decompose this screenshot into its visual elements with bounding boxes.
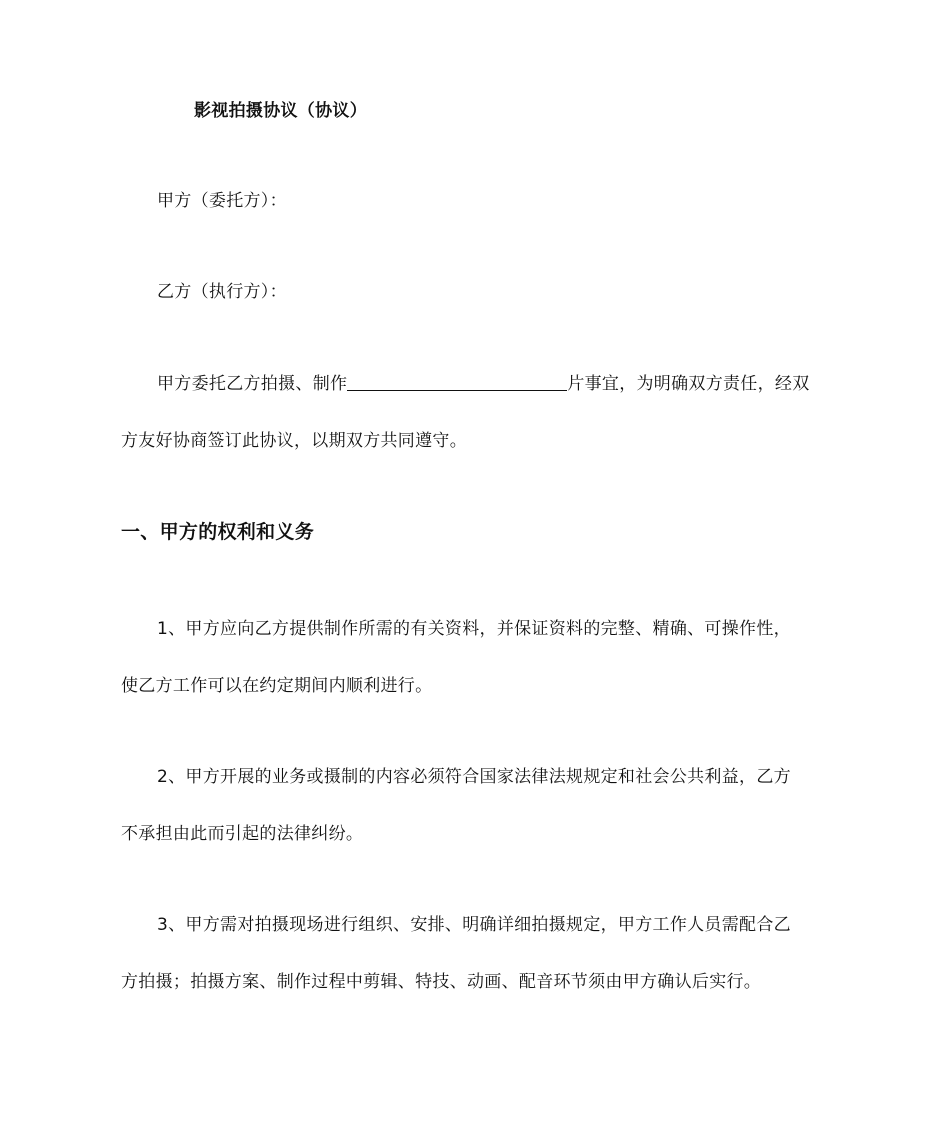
clause-3-line-1: 3、甲方需对拍摄现场进行组织、安排、明确详细拍摄规定，甲方工作人员需配合乙 <box>157 915 791 935</box>
clause-2-line-2: 不承担由此而引起的法律纠纷。 <box>121 824 364 844</box>
intro-line-1 <box>157 372 810 396</box>
clause-1-line-1: 1、甲方应向乙方提供制作所需的有关资料，并保证资料的完整、精确、可操作性， <box>157 619 791 639</box>
clause-2-line-1: 2、甲方开展的业务或摄制的内容必须符合国家法律法规规定和社会公共利益，乙方 <box>157 767 791 787</box>
party-a-label: 甲方（委托方）： <box>157 191 287 211</box>
intro-text-before-blank: 甲方委托乙方拍摄、制作 <box>157 374 348 394</box>
fill-in-blank <box>347 373 567 391</box>
clause-1-line-2: 使乙方工作可以在约定期间内顺利进行。 <box>121 676 433 696</box>
intro-line-2: 方友好协商签订此协议，以期双方共同遵守。 <box>121 431 467 451</box>
section-1-heading: 一、甲方的权利和义务 <box>121 521 315 543</box>
intro-text-after-blank: 片事宜，为明确双方责任，经双 <box>567 374 810 394</box>
clause-3-line-2: 方拍摄；拍摄方案、制作过程中剪辑、特技、动画、配音环节须由甲方确认后实行。 <box>121 972 762 992</box>
party-b-label: 乙方（执行方）： <box>157 282 287 302</box>
document-title: 影视拍摄协议（协议） <box>194 101 367 121</box>
